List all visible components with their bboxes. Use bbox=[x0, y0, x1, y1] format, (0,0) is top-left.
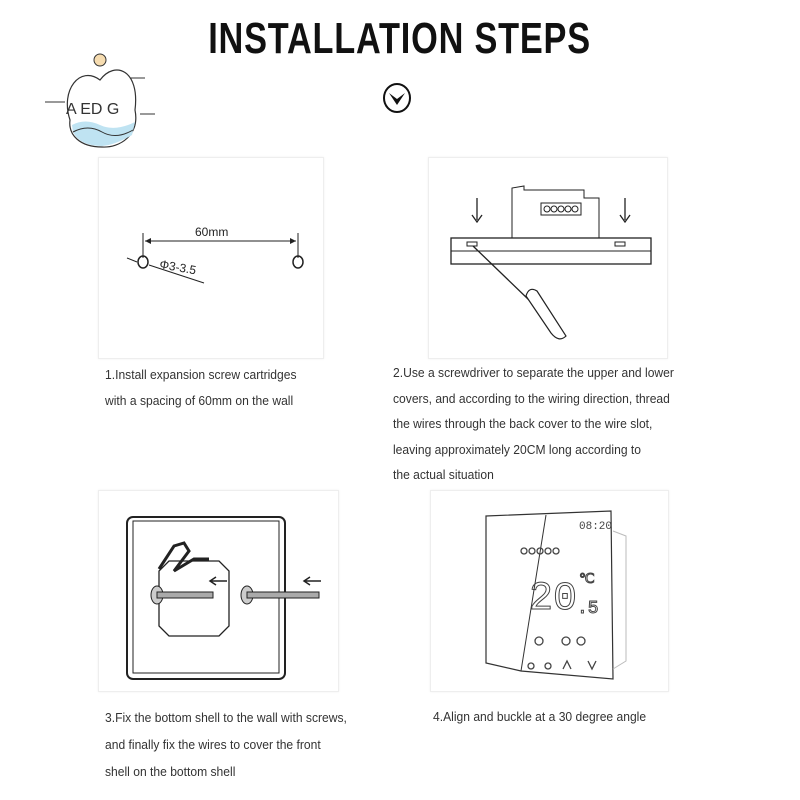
caption-line: covers, and according to the wiring direction, thread bbox=[393, 390, 670, 406]
temperature-decimal: .5 bbox=[577, 599, 599, 619]
caption-line: the wires through the back cover to the wire slot, bbox=[393, 416, 653, 431]
caption-line: 4.Align and buckle at a 30 degree angle bbox=[433, 709, 647, 724]
caption-line: shell on the bottom shell bbox=[105, 764, 236, 779]
clock-display: 08:20 bbox=[579, 521, 613, 533]
temperature-display: 20 bbox=[529, 577, 578, 622]
chevron-down-circle-icon bbox=[382, 82, 412, 114]
caption-line: the actual situation bbox=[393, 467, 494, 482]
step-2-diagram bbox=[428, 157, 668, 359]
caption-line: 1.Install expansion screw cartridges bbox=[105, 367, 297, 382]
step-4-caption bbox=[433, 704, 646, 730]
step-3-caption bbox=[105, 704, 347, 785]
step-1-diagram bbox=[98, 157, 324, 359]
step-1-caption bbox=[105, 362, 297, 413]
caption-line: and finally fix the wires to cover the front bbox=[105, 737, 321, 752]
brand-logo bbox=[40, 50, 170, 155]
step-3-diagram bbox=[98, 490, 339, 692]
spacing-label: 60mm bbox=[195, 225, 229, 239]
unit-display: ℃ bbox=[579, 570, 595, 586]
page-title: INSTALLATION STEPS bbox=[208, 14, 591, 63]
diameter-label: Φ3-3.5 bbox=[158, 257, 198, 278]
caption-line: leaving approximately 20CM long according to bbox=[393, 441, 641, 457]
caption-line: 3.Fix the bottom shell to the wall with screws, bbox=[105, 710, 347, 725]
caption-line: 2.Use a screwdriver to separate the upper and lower bbox=[393, 365, 674, 380]
caption-line: with a spacing of 60mm on the wall bbox=[105, 392, 294, 408]
logo-text: A ED G bbox=[66, 101, 120, 118]
step-4-diagram bbox=[430, 490, 669, 692]
step-2-caption bbox=[393, 360, 674, 488]
